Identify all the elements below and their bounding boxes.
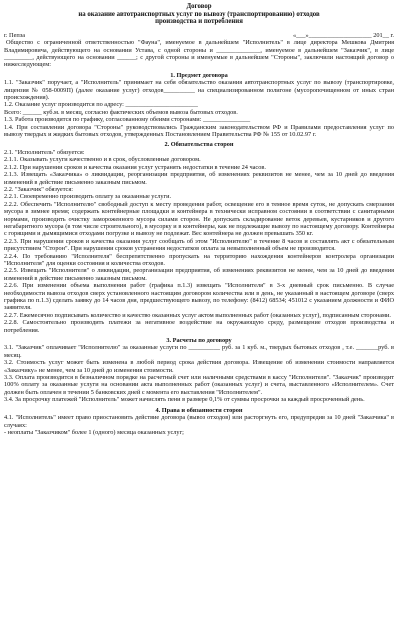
clause-paragraph: 1.3. Работа производится по графику, согласованному обеими сторонами: _______________ <box>4 116 251 124</box>
clause-paragraph: - неоплаты "Заказчиком" более 1 (одного) месяца оказанных услуг; <box>4 428 184 436</box>
clause-paragraph: 2.1.3. Извещать «Заказчика» о ликвидации, реорганизации предприятия, об изменениях реквизитов не менее, чем за 10 дней до введения изменений в действие письменно заказным письмом. <box>4 171 394 186</box>
clause-paragraph: 2.1. "Исполнитель" обязуется: <box>4 148 85 156</box>
clause-paragraph: 2.2.5. Извещать "Исполнителя" о ликвидации, реорганизации предприятия, об изменениях реквизитов не менее, чем за 10 дней до введения изменений в действие письменно заказным письмом. <box>4 267 394 282</box>
clause-paragraph: 2.2.3. При нарушении сроков и качества оказания услуг сообщать об этом "Исполнителю" в течение 8 часов и составлять акт с обязательным присутствием "Сторон". При нарушении сроков устранения недостатков оплата за невыполненный объем не производится. <box>4 237 394 253</box>
preamble: Общество с ограниченной ответственностью "Фауна", именуемое в дальнейшем "Исполнитель" в лице директора Мешкова Дмитрия Владимировича, действующего на основании Устава, с одной стороны и ______________, именуемое в дальнейшем "Заказчик", в лице _________, действующего на основании ______; с другой стороны и именуемые в дальнейшем "Стороны", заключили настоящий договор о нижеследующем: <box>4 39 394 69</box>
clause-paragraph: 2.1.2. При нарушении сроков и качества оказания услуг устранять недостатки в течение 24 часов. <box>4 163 266 171</box>
clause-paragraph: 2.2.6. При изменении объема выполнения работ (графика п.1.3) извещать "Исполнителя" в 3-х дневный срок письменно. В случае необходимости вывоза отходов сверх установленного настоящим договором количества или в день, не указанный в настоящем договоре (сверх графика по п.1.3) сделать заявку до 14 часов дня, предшествующего вывозу, по телефону: (8412) 68534; 451012 с указанием должности и ФИО заявителя. <box>4 282 394 312</box>
clause-paragraph: Всего: ______ куб.м. в месяц, согласно фактических объемов вывоза бытовых отходов. <box>4 108 238 116</box>
contract-date: «___»____________________ 201__ г. <box>292 31 394 39</box>
clause-paragraph: 1.4. При составлении договора "Стороны" руководствовались Гражданским законодательством РФ и Правилами предоставления услуг по вывозу твердых и жидких бытовых отходов, утвержденных Постановлением Правительства РФ № 155 от 10.02.97 г. <box>4 123 394 139</box>
document-subtitle-2: производства и потребления <box>155 18 243 26</box>
clause-paragraph: 2.2.1. Своевременно производить оплату за оказанные услуги. <box>4 193 172 201</box>
section-heading: 1. Предмет договора <box>170 71 228 79</box>
clause-paragraph: 2.1.1. Оказывать услуги качественно и в срок, обусловленные договором. <box>4 156 201 164</box>
place-date-line <box>4 32 394 39</box>
clause-paragraph: 3.3. Оплата производится в безналичном порядке на расчетный счет или наличными средствами в кассу "Исполнителя". "Заказчик" производит 100% оплату за оказанные услуги на основании акта выполненных работ (оказанных услуг) и счета, выставленного «Исполнителем». Счет должен быть оплачен в течении 5 банковских дней с момента его выставления "Исполнителем". <box>4 374 394 396</box>
clause-paragraph: 3.2. Стоимость услуг может быть изменена в любой период срока действия договора. Извещение об изменении стоимости направляется «Заказчику» не менее, чем за 10 дней до изменения стоимости. <box>4 359 394 374</box>
contract-sections <box>4 72 394 437</box>
clause-paragraph: 2.2.7. Ежемесячно подписывать количество и качество оказанных услуг актом выполненных работ (оказанных услуг), подписанным сторонами. <box>4 311 391 319</box>
section-heading: 4. Права и обязанности сторон <box>155 406 243 414</box>
clause-paragraph: 3.1. "Заказчик" оплачивает "Исполнителю" за оказанные услуги по __________ руб. за 1 куб. м., твердых бытовых отходов , т.е. _______руб. в месяц. <box>4 344 394 359</box>
section-heading: 2. Обязательства сторон <box>164 141 234 149</box>
clause-paragraph: 1.1. "Заказчик" поручает, а "Исполнитель" принимает на себя обязательство оказания автотранспортных услуг по вывозу (транспортировке, лицензия № 058-0009П) (далее оказание услуг) отходов__________ на специализированном полигоне (мусоропочищенном от иных стран происхождения). <box>4 79 394 102</box>
clause-paragraph: 1.2. Оказание услуг производится по адресу: _______________________ <box>4 101 198 109</box>
clause-paragraph: 2.2.2. Обеспечить "Исполнителю" свободный доступ к месту проведения работ, освещение его в темное время суток, не допускать смерзания мусора в зимнее время; содержать контейнерные площадки и контейнера в технически исправном состоянии в соответствии с санитарными нормами, производить очистку замороженного мусора силами сторон. Не допускать складирование веток деревьев, кустарников и другого негабаритного мусора (в том числе строительного), в мусорку и в контейнеры, как не подлежащие вывозу по настоящему договору. Контейнеры с горящими и дымящимися отходами погрузке и вывозу не подлежат. Вес контейнера не должен превышать 350 кг. <box>4 200 394 238</box>
clause-paragraph: 2.2.4. По требованию "Исполнителя" беспрепятственно пропускать на территорию нахождения контейнеров контролера организации "Исполнителя" для оценки состояния и количества отходов. <box>4 252 394 267</box>
section-heading: 3. Расчеты по договору <box>166 337 232 345</box>
clause-paragraph: 2.2. "Заказчик" обязуется: <box>4 185 73 193</box>
city: г. Пепза <box>4 31 26 39</box>
document-subtitle: на оказание автотранспортных услуг по вывозу (транспортированию) отходов <box>78 10 320 18</box>
clause-paragraph: 4.1. "Исполнитель" имеет право приостановить действие договора (вывоз отходов) или расторгнуть его, предупредив за 10 дней "Заказчика" в случаях: <box>4 414 394 429</box>
clause-paragraph: 3.4. За просрочку платежей "Исполнитель" может начислять пени в размере 0,1% от суммы просрочки за каждый просроченный день. <box>4 396 365 404</box>
document-title: Договор <box>186 3 212 10</box>
clause-paragraph: 2.2.8. Самостоятельно производить платежи за негативное воздействие на окружающую среду, размещение отходов производства и потребления. <box>4 319 394 334</box>
